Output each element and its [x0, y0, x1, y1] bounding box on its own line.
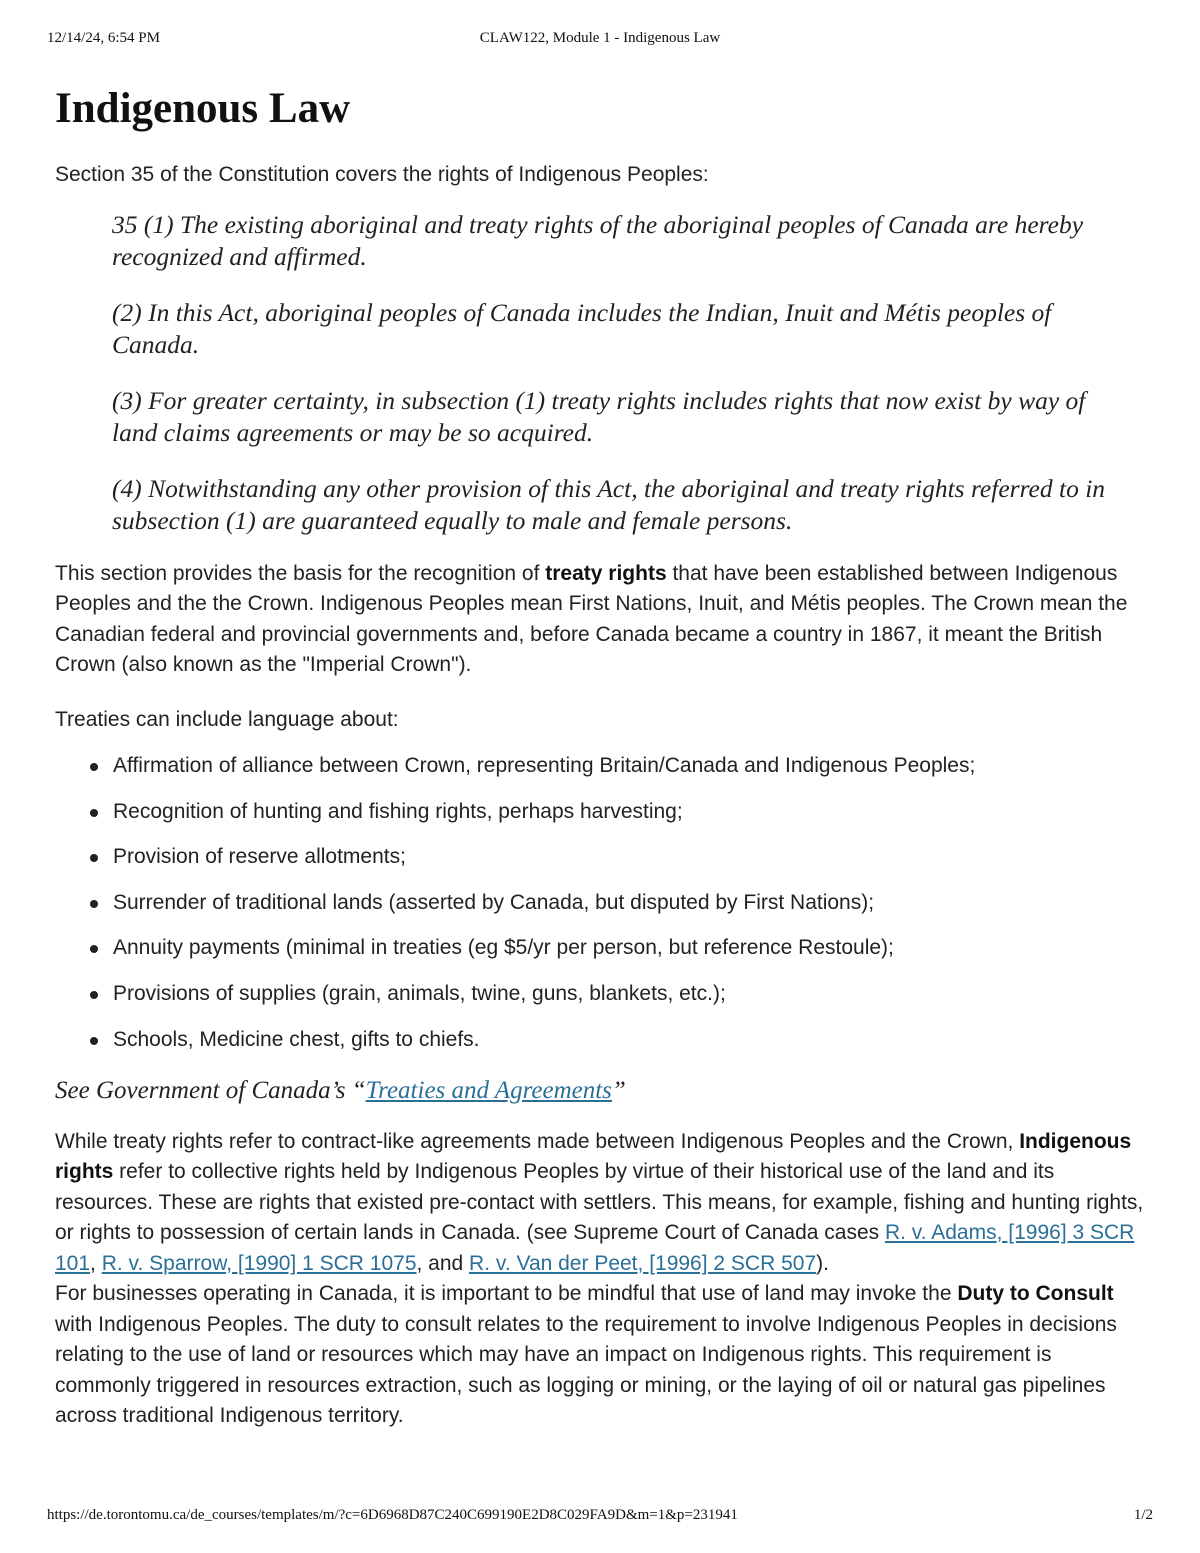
indigenous-rights-term: Indigenous rights: [55, 1129, 1132, 1184]
page-title: Indigenous Law: [55, 85, 351, 132]
list-item: Provision of reserve allotments;: [113, 842, 1150, 872]
quote-subsection-4: (4) Notwithstanding any other provision of this Act, the aboriginal and treaty rights referred to in subsection (1) are guaranteed equally to male and female persons.: [112, 473, 1106, 535]
list-item: Schools, Medicine chest, gifts to chiefs.: [113, 1025, 1150, 1055]
r-v-van-der-peet-link[interactable]: R. v. Van der Peet, [1996] 2 SCR 507: [469, 1251, 817, 1275]
print-footer: [47, 1507, 1153, 1527]
treaty-items-list: [55, 751, 1150, 1055]
quote-subsection-1: 35 (1) The existing aboriginal and treaty rights of the aboriginal peoples of Canada are hereby recognized and affirmed.: [112, 209, 1084, 271]
print-page-number: 1/2: [1133, 1507, 1153, 1523]
list-item: Surrender of traditional lands (asserted by Canada, but disputed by First Nations);: [113, 888, 1150, 918]
list-item: Affirmation of alliance between Crown, representing Britain/Canada and Indigenous Peoples;: [113, 751, 1150, 781]
list-item: Provisions of supplies (grain, animals, twine, guns, blankets, etc.);: [113, 979, 1150, 1009]
duty-to-consult-term: Duty to Consult: [957, 1282, 1114, 1306]
quote-subsection-2: (2) In this Act, aboriginal peoples of Canada includes the Indian, Inuit and Métis peoples of Canada.: [112, 297, 1052, 359]
r-v-adams-link[interactable]: R. v. Adams, [1996] 3 SCR 101: [55, 1221, 1135, 1275]
print-datetime: 12/14/24, 6:54 PM: [47, 30, 160, 46]
section-35-quote: [112, 209, 1112, 537]
treaty-rights-term: treaty rights: [545, 561, 667, 585]
list-item: Annuity payments (minimal in treaties (eg $5/yr per person, but reference Restoule);: [113, 933, 1150, 963]
list-item: Recognition of hunting and fishing rights, perhaps harvesting;: [113, 797, 1150, 827]
indigenous-rights-paragraph: While treaty rights refer to contract-like agreements made between Indigenous Peoples and the Crown, Indigenous rights refer to collective rights held by Indigenous Peoples by virtue of their historical use of the land and its resources. These are rights that existed pre-contact with settlers. This means, for example, fishing and hunting rights, or rights to possession of certain lands in Canada. (see Supreme Court of Canada cases R. v. Adams, [1996] 3 SCR 101, R. v. Sparrow, [1990] 1 SCR 1075, and R. v. Van der Peet, [1996] 2 SCR 507).: [55, 1129, 1144, 1275]
intro-paragraph: Section 35 of the Constitution covers the rights of Indigenous Peoples:: [55, 163, 709, 186]
page-content: [55, 82, 1150, 1432]
see-also-line: See Government of Canada’s “Treaties and Agreements”: [55, 1076, 626, 1104]
treaties-agreements-link[interactable]: Treaties and Agreements: [365, 1076, 612, 1104]
quote-subsection-3: (3) For greater certainty, in subsection (1) treaty rights includes rights that now exist by way of land claims agreements or may be so acquired.: [112, 385, 1086, 447]
r-v-sparrow-link[interactable]: R. v. Sparrow, [1990] 1 SCR 1075: [101, 1251, 417, 1275]
treaties-list-lead: Treaties can include language about:: [55, 707, 399, 731]
print-header: [47, 30, 1153, 50]
print-doc-title: CLAW122, Module 1 - Indigenous Law: [479, 30, 721, 46]
treaty-rights-paragraph: This section provides the basis for the recognition of treaty rights that have been established between Indigenous Peoples and the the Crown. Indigenous Peoples mean First Nations, Inuit, and Métis peoples. The Crown mean the Canadian federal and provincial governments and, before Canada became a country in 1867, it meant the British Crown (also known as the "Imperial Crown").: [55, 561, 1128, 676]
print-url: https://de.torontomu.ca/de_courses/templates/m/?c=6D6968D87C240C699190E2D8C029FA9D&m=1&p=231941: [47, 1507, 738, 1523]
duty-to-consult-paragraph: For businesses operating in Canada, it is important to be mindful that use of land may invoke the Duty to Consult with Indigenous Peoples. The duty to consult relates to the requirement to involve Indigenous Peoples in decisions relating to the use of land or resources which may have an impact on Indigenous rights. This requirement is commonly triggered in resources extraction, such as logging or mining, or the laying of oil or natural gas pipelines across traditional Indigenous territory.: [55, 1282, 1117, 1428]
